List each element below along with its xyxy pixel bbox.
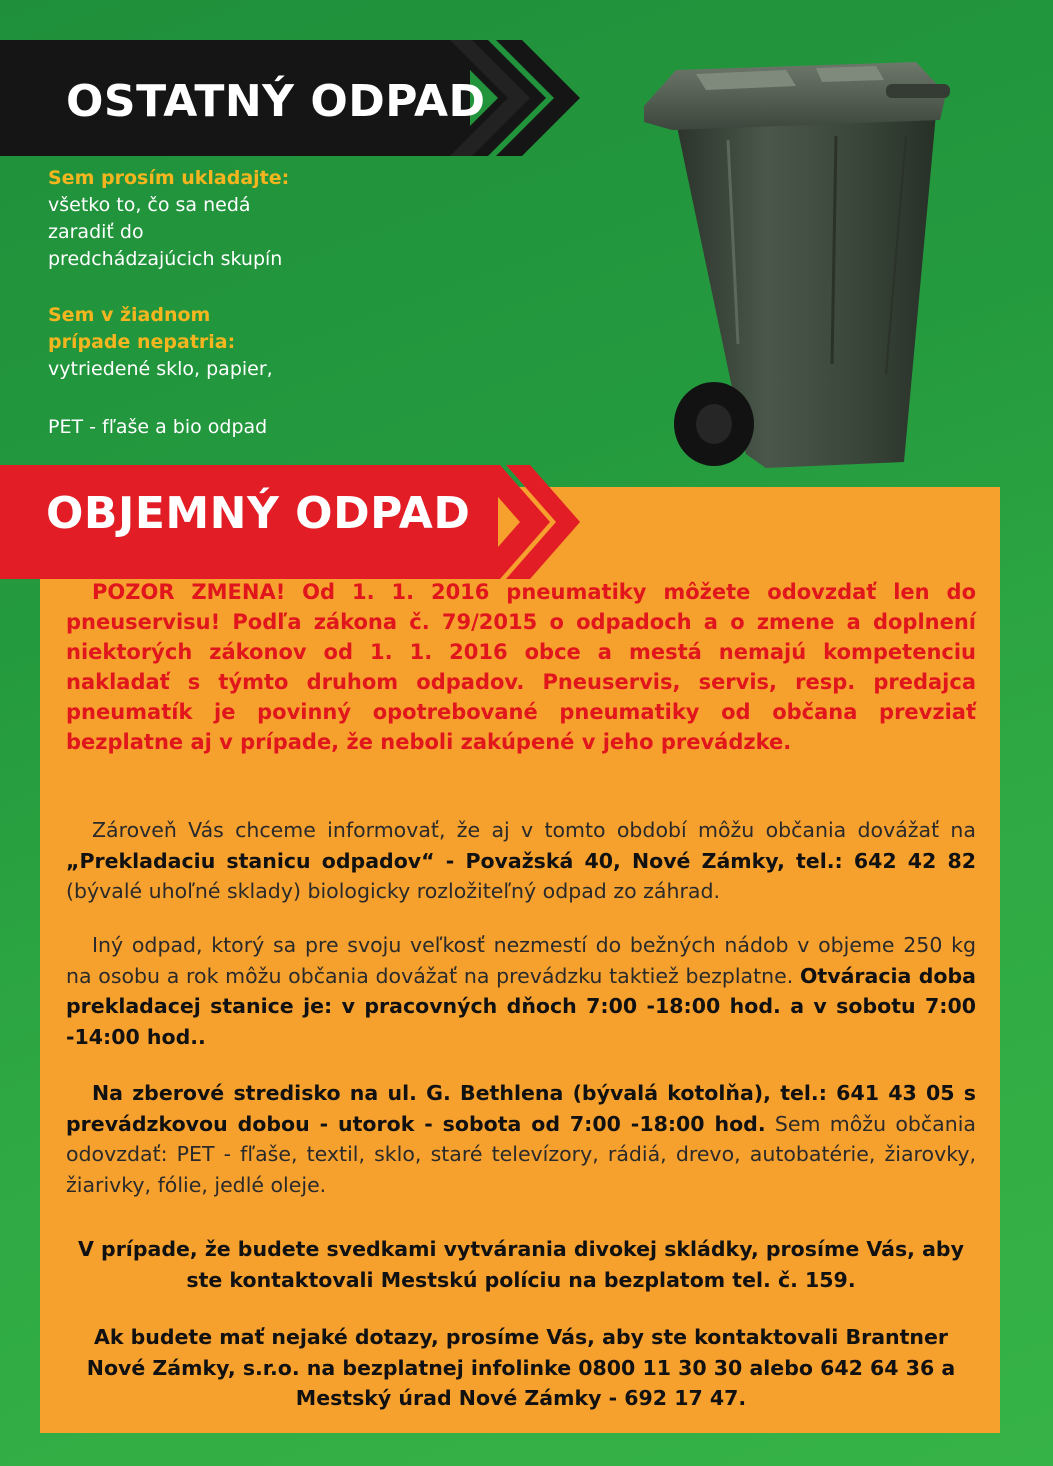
ostatny-odpad-title: OSTATNÝ ODPAD: [66, 76, 486, 127]
paragraph-opening-hours: [66, 930, 976, 1052]
paragraph-transfer-text-a: Zároveň Vás chceme informovať, že aj v tomto období môžu občania dovážať na: [92, 818, 976, 842]
paragraph-transfer-text-c: (bývalé uhoľné sklady) biologicky rozložiteľný odpad zo záhrad.: [66, 879, 720, 903]
paragraph-opening-hours-bold: Otváracia doba prekladacej stanice je: v pracovných dňoch 7:00 -18:00 hod. a v sobotu 7:00 -14:00 hod..: [66, 963, 976, 1049]
forbidden-label: Sem v žiadnom prípade nepatria:: [48, 304, 236, 353]
paragraph-bulky-text: Iný odpad, ktorý sa pre svoju veľkosť nezmestí do bežných nádob v objeme 250 kg na osobu a rok môžu občania dovážať na prevádzku taktiež bezplatne.: [66, 933, 976, 988]
allowed-label: Sem prosím ukladajte:: [48, 167, 290, 189]
forbidden-block: [48, 302, 348, 441]
forbidden-line-1: vytriedené sklo, papier,: [48, 358, 273, 380]
objemny-odpad-title: OBJEMNÝ ODPAD: [46, 488, 471, 539]
paragraph-collection-center: [66, 1078, 976, 1200]
paragraph-illegal-dump: V prípade, že budete svedkami vytvárania divokej skládky, prosíme Vás, aby ste kontaktovali Mestskú políciu na bezplatom tel. č. 159.: [78, 1237, 964, 1292]
allowed-text: všetko to, čo sa nedá zaradiť do predchádzajúcich skupín: [48, 194, 283, 270]
double-chevron-right-icon: [470, 465, 580, 579]
paragraph-transfer-address: „Prekladaciu stanicu odpadov“ - Považská 40, Nové Zámky, tel.: 642 42 82: [66, 848, 976, 873]
collection-center-items: Sem môžu občania odovzdať: PET - fľaše, textil, sklo, staré televízory, rádiá, drevo, autobatérie, žiarovky, žiarivky, fólie, jedlé oleje.: [66, 1111, 976, 1197]
forbidden-line-2: PET - fľaše a bio odpad: [48, 416, 268, 438]
waste-bin-illustration: [636, 44, 956, 474]
paragraph-contact: Ak budete mať nejaké dotazy, prosíme Vás, aby ste kontaktovali Brantner Nové Zámky, s.r.o. na bezplatnej infolinke 0800 11 30 30 alebo 642 64 36 a Mestský úrad Nové Zámky - 692 17 47.: [86, 1325, 956, 1410]
paragraph-transfer-station: [66, 815, 976, 907]
warning-paragraph: POZOR ZMENA! Od 1. 1. 2016 pneumatiky môžete odovzdať len do pneuservisu! Podľa zákona č. 79/2015 o odpadoch a o zmene a doplnení niektorých zákonov od 1. 1. 2016 obce a mestá nemajú kompetenciu nakladať s týmto druhom odpadov. Pneuservis, servis, resp. predajca pneumatík je povinný opotrebované pneumatiky od občana prevziať bezplatne aj v prípade, že neboli zakúpené v jeho prevádzke.: [66, 580, 976, 754]
allowed-block: [48, 165, 348, 273]
collection-center-bold: Na zberové stredisko na ul. G. Bethlena (bývalá kotolňa), tel.: 641 43 05 s prevádzkovou dobou - utorok - sobota od 7:00 -18:00 hod.: [66, 1081, 976, 1136]
